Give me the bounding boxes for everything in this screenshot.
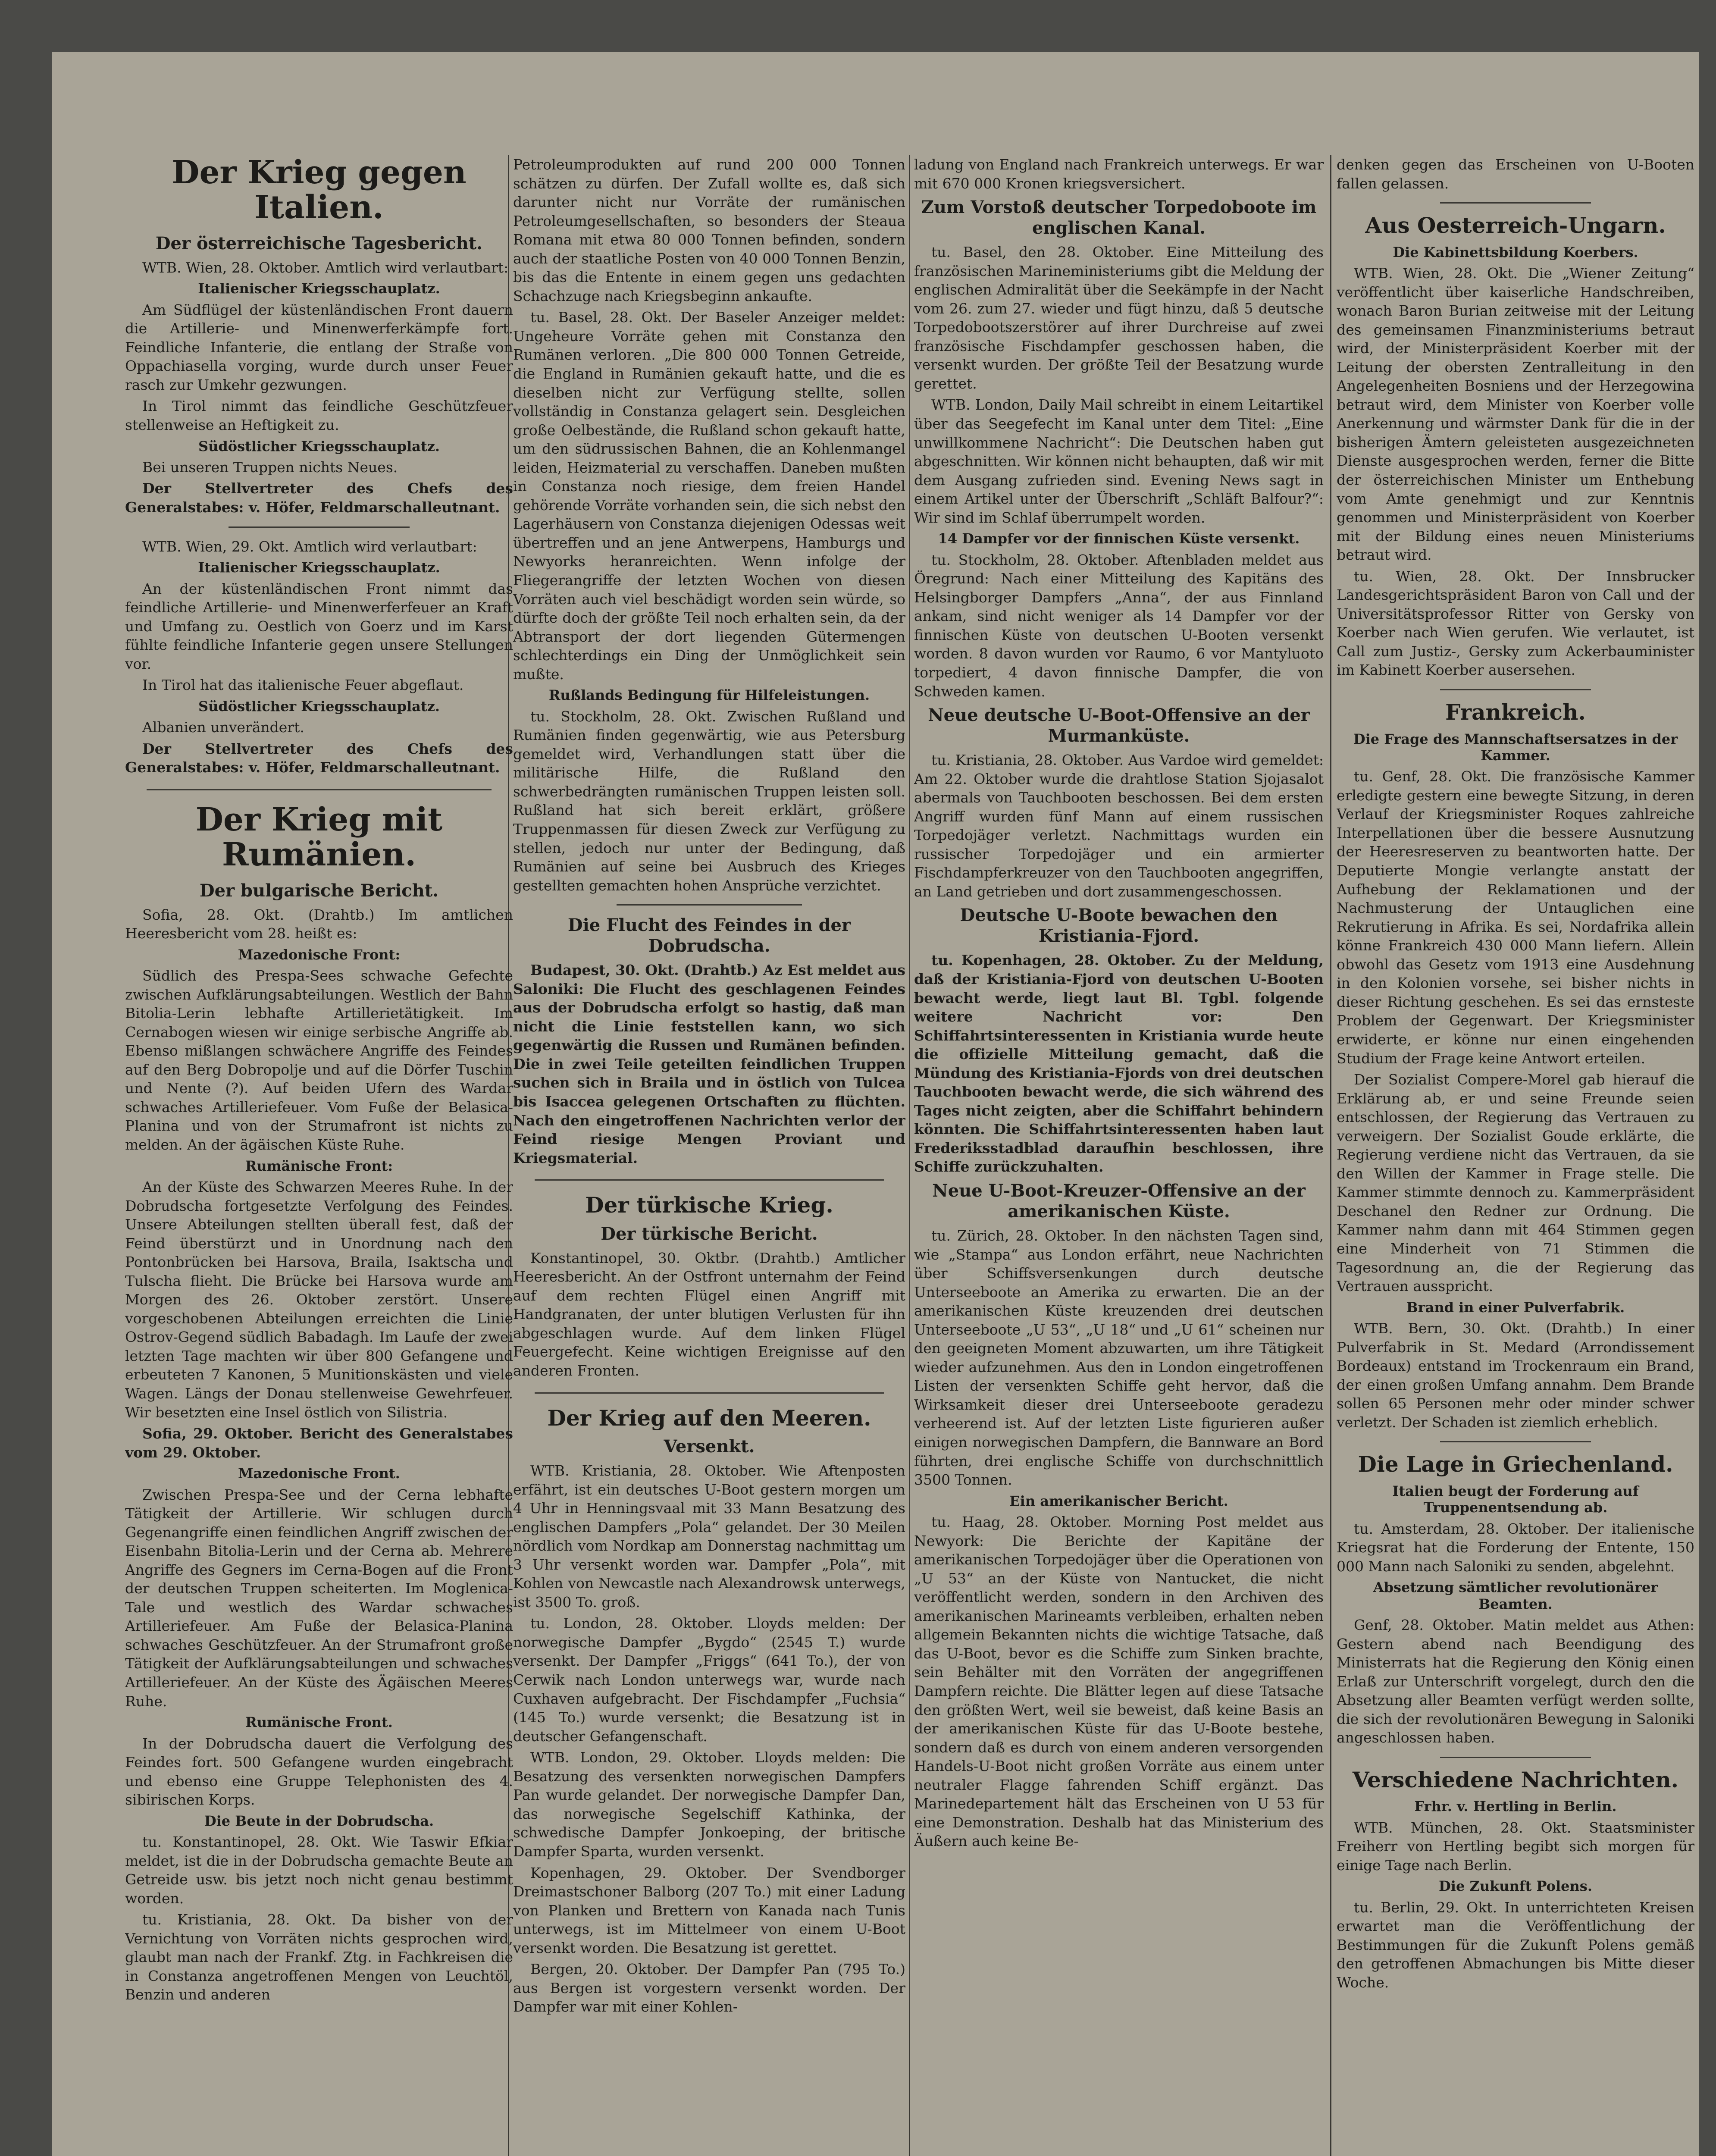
section-heading: Die Zukunft Polens. (1439, 1878, 1592, 1895)
article-text: WTB. Wien, 28. Okt. Die „Wiener Zeitung“ veröffentlicht über kaiserliche Handschreiben, wonach Baron Burian zeitweise mit der Leitung des gemeinsamen Finanzministeriums betraut wird, der Ministerpräsident Koerber mit der Leitung der obersten Zentralleitung in den Angelegenheiten Bosniens und der Herzegowina betraut wird, dem Minister von Koerber volle Anerkennung und wärmster Dank für die in der bisherigen Ämtern geleisteten ausgezeichneten Dienste ausgesprochen werden, ferner die Bitte der österreichischen Minister um Enthebung vom Amte genehmigt und zur Kenntnis genommen und Ministerpräsident von Koerber mit der Bildung eines neuen Ministeriums betraut wird. (1337, 264, 1694, 564)
newspaper-page (52, 52, 1699, 2156)
article-text: Südlich des Prespa-Sees schwache Gefechte zwischen Aufklärungsabteilungen. Westlich der Bahn Bitolia-Lerin lebhafte Artillerietätigkeit. Im Cernabogen wiesen wir einige serbische Angriffe ab. Ebenso mißlangen schwächere Angriffe des Feindes auf den Berg Dobropolje und auf die Dörfer Tuschin und Nente (?). Auf beiden Ufern des Wardar schwaches Artilleriefeuer. Vom Fuße der Belasica-Planina und von der Strumafront ist nichts zu melden. An der ägäischen Küste Ruhe. (125, 967, 513, 1153)
article-text: In Tirol nimmt das feindliche Geschützfeuer stellenweise an Heftigkeit zu. (125, 398, 513, 433)
section-heading: Südöstlicher Kriegsschauplatz. (198, 698, 440, 714)
divider (535, 1179, 884, 1181)
headline-greece: Die Lage in Griechenland. (1358, 1451, 1673, 1477)
signature: Der Stellvertreter des Chefs des Generalstabes: v. Höfer, Feldmarschalleutnant. (125, 480, 513, 516)
subheadline: Italien beugt der Forderung auf Truppenentsendung ab. (1392, 1482, 1639, 1516)
divider (1440, 202, 1591, 204)
article-text: tu. Stockholm, 28. Oktober. Aftenbladen meldet aus Öregrund: Nach einer Mitteilung des Kapitäns des Helsingborger Dampfers „Anna“, der aus Finnland ankam, sind nicht weniger als 14 Dampfer vor der finnischen Küste von deutschen U-Booten versenkt worden. 8 davon wurden vor Raumo, 6 vor Mantyluoto torpediert, 4 davon finnische Dampfer, die von Schweden kamen. (914, 551, 1324, 700)
divider (535, 1392, 884, 1394)
article-text: tu. Basel, 28. Okt. Der Baseler Anzeiger meldet: Ungeheure Vorräte gehen mit Constanza den Rumänen verloren. „Die 800 000 Tonnen Getreide, die England in Rumänien gekauft hatte, und die es dieselben nicht zur Verfügung stellte, sollen vollständig in Constanza gelagert sein. Desgleichen große Oelbestände, die Rußland schon gekauft hatte, um den südrussischen Bahnen, die an Kohlenmangel leiden, Heizmaterial zu verschaffen. Daneben mußten in Constanza noch riesige, dem freien Handel gehörende Vorräte vorhanden sein, die sich nebst den Lagerhäusern von Constanza diejenigen Odessas weit übertreffen und an jene Antwerpens, Hamburgs und Newyorks heranreichten. Wenn infolge der Fliegerangriffe der letzten Wochen von diesen Vorräten auch viel beschädigt worden sein würde, so dürfte doch der größte Teil noch erhalten sein, da der Abtransport der dort liegenden Gütermengen schlechterdings ein Ding der Unmöglichkeit sein mußte. (513, 309, 905, 683)
section-heading: Zum Vorstoß deutscher Torpedoboote im englischen Kanal. (921, 197, 1317, 238)
divider (147, 789, 492, 790)
column-4 (1337, 155, 1694, 1994)
article-text: tu. Amsterdam, 28. Oktober. Der italienische Kriegsrat hat die Forderung der Entente, 150 000 Mann nach Saloniki zu senden, abgelehnt. (1337, 1520, 1694, 1575)
divider (617, 904, 802, 906)
article-text: Genf, 28. Oktober. Matin meldet aus Athen: Gestern abend nach Beendigung des Ministerrats hat die Regierung den König einen Erlaß zur Unterschrift vorgelegt, durch den die Absetzung aller Beamten verfügt werden sollte, die sich der revolutionären Bewegung in Saloniki angeschlossen haben. (1337, 1616, 1694, 1746)
article-text: tu. Wien, 28. Okt. Der Innsbrucker Landesgerichtspräsident Baron von Call und der Universitätsprofessor Ritter von Gersky von Koerber nach Wien gerufen. Wie verlautet, ist Call zum Justiz-, Gersky zum Ackerbauminister im Kabinett Koerber ausersehen. (1337, 567, 1694, 679)
headline-romania: Der Krieg mit Rumänien. (195, 801, 443, 874)
article-text: tu. London, 28. Oktober. Lloyds melden: Der norwegische Dampfer „Bygdo“ (2545 T.) wurde versenkt. Der Dampfer „Friggs“ (641 To.), der von Cerwik nach London unterwegs war, wurde nach Cuxhaven aufgebracht. Der Fischdampfer „Fuchsia“ (145 To.) wurde versenkt; die Besatzung ist in deutscher Gefangenschaft. (513, 1615, 905, 1745)
headline-seas: Der Krieg auf den Meeren. (547, 1405, 871, 1431)
article-text: tu. Stockholm, 28. Okt. Zwischen Rußland und Rumänien finden gegenwärtig, wie aus Petersburg gemeldet wird, Verhandlungen statt über die militärische Hilfe, die Rußland den schwerbedrängten rumänischen Truppen leisten soll. Rußland hat sich bereit erklärt, größere Truppenmassen für diesen Zweck zur Verfügung zu stellen, jedoch nur unter der Bedingung, daß Rumänien auf seine bei Ausbruch des Krieges gestellten gemachten hohen Ansprüche verzichtet. (513, 708, 905, 894)
section-heading: Deutsche U-Boote bewachen den Kristiania-Fjord. (960, 905, 1278, 946)
subheadline: Die Kabinettsbildung Koerbers. (1393, 244, 1638, 260)
article-text: Sofia, 28. Okt. (Drahtb.) Im amtlichen Heeresbericht vom 28. heißt es: (125, 906, 513, 942)
subheadline: Der türkische Bericht. (601, 1223, 818, 1244)
section-heading: Neue deutsche U-Boot-Offensive an der Murmanküste. (928, 705, 1310, 746)
article-text: An der Küste des Schwarzen Meeres Ruhe. In der Dobrudscha fortgesetzte Verfolgung des Feindes. Unsere Abteilungen stellten überall fest, daß der Feind überstürzt und in Unordnung nach den Pontonbrücken bei Harsova, Braila, Isaktscha und Tulscha flieht. Die Brücke bei Harsova wurde am Morgen des 26. Oktober zerstört. Unsere vorgeschobenen Abteilungen erreichten die Linie Ostrov-Gegend südlich Babadagh. Im Laufe der zwei letzten Tage machten wir über 800 Gefangene und erbeuteten 7 Kanonen, 5 Munitionskästen und viele Wagen. Längs der Donau stellenweise Gewehrfeuer. Wir besetzten eine Insel östlich von Silistria. (125, 1178, 513, 1421)
article-text: WTB. London, Daily Mail schreibt in einem Leitartikel über das Seegefecht im Kanal unter dem Titel: „Eine unwillkommene Nachricht“: Die Deutschen haben gut abgeschnitten. Wir können nicht behaupten, daß wir mit dem Ausgang zufrieden sind. Evening News sagt in einem Artikel unter der Überschrift „Schläft Balfour?“: Wir sind im Schlaf überrumpelt worden. (914, 396, 1324, 526)
article-text: ladung von England nach Frankreich unterwegs. Er war mit 670 000 Kronen kriegsversichert. (914, 156, 1324, 192)
article-text: Albanien unverändert. (142, 719, 304, 736)
section-heading: Italienischer Kriegsschauplatz. (198, 559, 440, 576)
headline-italy: Der Krieg gegen Italien. (172, 155, 467, 226)
subheadline: Der bulgarische Bericht. (199, 880, 439, 901)
article-text: tu. Berlin, 29. Okt. In unterrichteten Kreisen erwartet man die Veröffentlichung der Bestimmungen für die Zukunft Polens gemäß den getroffenen Abmachungen bis Mitte dieser Woche. (1337, 1899, 1694, 1991)
headline-france: Frankreich. (1445, 699, 1586, 725)
article-text: Budapest, 30. Okt. (Drahtb.) Az Est meldet aus Saloniki: Die Flucht des geschlagenen Feindes aus der Dobrudscha erfolgt so hastig, daß man nicht die Linie feststellen kann, wo sich gegenwärtig die Russen und Rumänen befinden. Die in zwei Teile geteilten feindlichen Truppen suchen sich in Braila und in östlich von Tulcea bis Isaccea gelegenen Ortschaften zu flüchten. Nach den eingetroffenen Nachrichten verlor der Feind riesige Mengen Proviant und Kriegsmaterial. (513, 962, 905, 1166)
section-heading: Rumänische Front. (245, 1714, 393, 1731)
section-heading: Südöstlicher Kriegsschauplatz. (198, 438, 440, 454)
article-text: Der Sozialist Compere-Morel gab hierauf die Erklärung ab, er und seine Freunde seien entschlossen, der Regierung das Vertrauen zu verweigern. Der Sozialist Goude erklärte, die Regierung verdiene nicht das Vertrauen, da sie den Willen der Kammer in Frage stelle. Die Kammer stimmte dennoch zu. Kammerpräsident Deschanel den Redner zur Ordnung. Die Kammer nahm dann mit 464 Stimmen gegen eine Minderheit von 71 Stimmen die Tagesordnung an, die der Regierung das Vertrauen ausspricht. (1337, 1071, 1694, 1295)
headline-austria: Aus Oesterreich-Ungarn. (1365, 213, 1666, 238)
column-rule (909, 155, 910, 2156)
article-text: WTB. München, 28. Okt. Staatsminister Freiherr von Hertling begibt sich morgen für einige Tage nach Berlin. (1337, 1819, 1694, 1874)
article-text: Bergen, 20. Oktober. Der Dampfer Pan (795 To.) aus Bergen ist vorgestern versenkt worden. Der Dampfer war mit einer Kohlen- (513, 1961, 905, 2015)
section-heading: Die Flucht des Feindes in der Dobrudscha. (567, 915, 851, 956)
section-heading: Italienischer Kriegsschauplatz. (198, 280, 440, 297)
subheadline: Versenkt. (664, 1436, 755, 1457)
subheadline: Der österreichische Tagesbericht. (155, 233, 483, 254)
article-text: tu. Zürich, 28. Oktober. In den nächsten Tagen sind, wie „Stampa“ aus London erfährt, neue Nachrichten über Schiffsversenkungen durch deutsche Unterseeboote an Amerika zu erwarten. Die an der amerikanischen Küste kreuzenden drei deutschen Unterseeboote „U 53“, „U 18“ und „U 61“ scheinen nur den geeigneten Moment abzuwarten, um ihre Tätigkeit wieder aufzunehmen. Aus den in London eingetroffenen Listen der versenkten Schiffe geht hervor, daß die Wirksamkeit dieser drei Unterseeboote geradezu verheerend ist. Auf der letzten Liste figurieren außer einigen norwegischen Dampfern, die Bannware an Bord führten, drei englische Schiffe von durchschnittlich 3500 Tonnen. (914, 1227, 1324, 1489)
article-text: tu. Kristiania, 28. Oktober. Aus Vardoe wird gemeldet: Am 22. Oktober wurde die drahtlose Station Sjojasalot abermals von Tauchbooten beschossen. Bei dem ersten Angriff wurden fünf Mann auf einem russischen Torpedojäger verletzt. Nachmittags wurden ein russischer Torpedojäger und ein armierter Fischdampferkreuzer von den Tauchbooten angegriffen, an Land getrieben und dort zusammengeschossen. (914, 752, 1324, 900)
section-heading: Die Beute in der Dobrudscha. (204, 1812, 434, 1829)
article-text: In der Dobrudscha dauert die Verfolgung des Feindes fort. 500 Gefangene wurden eingebracht und ebenso eine Gruppe Telephonisten des 4. sibirischen Korps. (125, 1735, 513, 1808)
section-heading: Mazedonische Front: (238, 946, 401, 963)
article-text: tu. Haag, 28. Oktober. Morning Post meldet aus Newyork: Die Berichte der Kapitäne der amerikanischen Torpedojäger über die Operationen von „U 53“ an der Küste von Nantucket, die nicht veröffentlicht werden, sondern in den Archiven des amerikanischen Marineamts verbleiben, erhalten neben allgemein Bekannten nichts die wichtige Tatsache, daß das U-Boot, bevor es die Schiffe zum Sinken brachte, sein Behälter mit den Vorräten der angegriffenen Dampfern reichte. Die Blätter legen auf diese Tatsache den größten Wert, weil sie beweist, daß keine Basis an der amerikanischen Küste für das U-Boote bestehe, sondern daß es durch von einem anderen versorgenden Handels-U-Boot nicht großen Vorräte aus einem unter neutraler Flagge fahrenden Schiff ergänzt. Das Marinedepartement hält das Erscheinen von U 53 für eine Demonstration. Deshalb hat das Ministerium des Äußern auch keine Be- (914, 1514, 1324, 1850)
section-heading: Mazedonische Front. (238, 1465, 400, 1482)
article-text: Petroleumprodukten auf rund 200 000 Tonnen schätzen zu dürfen. Der Zufall wollte es, daß sich darunter nicht nur Vorräte der rumänischen Petroleumgesellschaften, so besonders der Steaua Romana mit etwa 80 000 Tonnen befinden, sondern auch der staatliche Posten von 40 000 Tonnen Benzin, bis das die Entente in einem gegen uns gedachten Schachzuge nach Kriegsbeginn ankaufte. (513, 156, 905, 304)
article-text: Sofia, 29. Oktober. Bericht des Generalstabes vom 29. Oktober. (125, 1425, 513, 1461)
article-text: tu. Kopenhagen, 28. Oktober. Zu der Meldung, daß der Kristiania-Fjord von deutschen U-Booten bewacht werde, liegt laut Bl. Tgbl. folgende weitere Nachricht vor: Den Schiffahrtsinteressenten in Kristiania wurde heute die offizielle Mitteilung gemacht, daß die Mündung des Kristiania-Fjords von drei deutschen Tauchbooten bewacht werde, die sich während des Tages nicht zeigten, aber die Schiffahrt behindern könnten. Die Schiffahrtsinteressenten haben laut Frederiksstadblad daraufhin beschlossen, ihre Schiffe zurückzuhalten. (914, 952, 1324, 1175)
divider (229, 526, 410, 528)
column-2 (513, 155, 905, 2019)
column-1 (125, 155, 513, 2007)
article-text: WTB. Bern, 30. Okt. (Drahtb.) In einer Pulverfabrik in St. Medard (Arrondissement Bordeaux) entstand im Trockenraum ein Brand, der einen großen Umfang annahm. Dem Brande sollen 65 Personen mehr oder minder schwer verletzt. Der Schaden ist ziemlich erheblich. (1337, 1320, 1694, 1431)
article-text: tu. Konstantinopel, 28. Okt. Wie Taswir Efkiar meldet, ist die in der Dobrudscha gemachte Beute an Getreide usw. bis jetzt noch nicht genau bestimmt worden. (125, 1833, 513, 1907)
article-text: tu. Genf, 28. Okt. Die französische Kammer erledigte gestern eine bewegte Sitzung, in deren Verlauf der Kriegsminister Roques zahlreiche Interpellationen über die bessere Ausnutzung der Heeresreserven zu beantworten hatte. Der Deputierte Mongie verlangte anstatt der Aufhebung der Reklamationen und der Nachmusterung der Untauglichen eine Rekrutierung in Afrika. Es sei, Nordafrika allein könne Frankreich 430 000 Mann liefern. Allein obwohl das Gesetz vom 1913 eine Ausdehnung in den Kolonien vorsehe, sei bisher nichts in dieser Richtung geschehen. Es sei das ernsteste Problem der Gegenwart. Der Kriegsminister erwiderte, er könne nur einen eingehenden Studium der Frage keine Antwort erteilen. (1337, 768, 1694, 1067)
headline-turkey: Der türkische Krieg. (585, 1192, 833, 1218)
article-text: Am Südflügel der küstenländischen Front dauern die Artillerie- und Minenwerferkämpfe fort. Feindliche Infanterie, die entlang der Straße von Oppachiasella vorging, wurde durch unser Feuer rasch zur Umkehr gezwungen. (125, 301, 513, 393)
article-text: denken gegen das Erscheinen von U-Booten fallen gelassen. (1337, 156, 1694, 192)
column-rule (1330, 155, 1331, 2156)
article-text: tu. Basel, den 28. Oktober. Eine Mitteilung des französischen Marineministeriums gibt die Meldung der englischen Admiralität über die Seekämpfe in der Nacht vom 26. zum 27. wieder und fügt hinzu, daß 5 deutsche Torpedobootszerstörer auf ihrer Durchreise auf zwei französische Fischdampfer geschossen haben, die versenkt wurden. Der größte Teil der Besatzung wurde gerettet. (914, 244, 1324, 392)
signature: Der Stellvertreter des Chefs des Generalstabes: v. Höfer, Feldmarschalleutnant. (125, 740, 513, 776)
divider (1440, 1441, 1591, 1442)
article-text: tu. Kristiania, 28. Okt. Da bisher von der Vernichtung von Vorräten nichts gesprochen wird, glaubt man nach der Frankf. Ztg. in Fachkreisen die in Constanza angetroffenen Mengen von Leuchtöl, Benzin und anderen (125, 1911, 513, 2003)
subheadline: Die Frage des Mannschaftsersatzes in der Kammer. (1353, 730, 1678, 764)
article-text: Konstantinopel, 30. Oktbr. (Drahtb.) Amtlicher Heeresbericht. An der Ostfront unternahm der Feind auf dem rechten Flügel einen Angriff mit Handgranaten, der unter blutigen Verlusten für ihn abgeschlagen wurde. Auf dem linken Flügel Feuergefecht. Keine wichtigen Ereignisse auf den anderen Fronten. (513, 1249, 905, 1379)
section-heading: Brand in einer Pulverfabrik. (1406, 1299, 1625, 1316)
headline-misc: Verschiedene Nachrichten. (1352, 1767, 1679, 1792)
article-text: WTB. London, 29. Oktober. Lloyds melden: Die Besatzung des versenkten norwegischen Dampfers Pan wurde gelandet. Der norwegische Dampfer Dan, das norwegische Segelschiff Kathinka, der schwedische Dampfer Jonkoeping, der britische Dampfer Sparta, wurden versenkt. (513, 1749, 905, 1860)
section-heading: 14 Dampfer vor der finnischen Küste versenkt. (938, 530, 1300, 547)
article-text: An der küstenländischen Front nimmt das feindliche Artillerie- und Minenwerferfeuer an Kraft und Umfang zu. Oestlich von Goerz und im Karst fühlte feindliche Infanterie gegen unsere Stellungen vor. (125, 580, 513, 672)
article-text: In Tirol hat das italienische Feuer abgeflaut. (142, 677, 464, 694)
article-text: WTB. Wien, 29. Okt. Amtlich wird verlautbart: (142, 538, 477, 555)
section-heading: Absetzung sämtlicher revolutionärer Beamten. (1373, 1579, 1658, 1612)
section-heading: Rumänische Front: (245, 1157, 393, 1174)
section-heading: Ein amerikanischer Bericht. (1009, 1492, 1228, 1509)
divider (1440, 689, 1591, 690)
article-text: Bei unseren Truppen nichts Neues. (142, 458, 398, 476)
article-text: Zwischen Prespa-See und der Cerna lebhafte Tätigkeit der Artillerie. Wir schlugen durch Gegenangriffe einen feindlichen Angriff zwischen der Eisenbahn Bitolia-Lerin und der Cerna ab. Mehrere Angriffe des Gegners im Cerna-Bogen auf die Front der deutschen Truppen scheiterten. Im Moglenica-Tale und westlich des Wardar schwaches Artilleriefeuer. Am Fuße der Belasica-Planina schwaches Geschützfeuer. An der Strumafront große Tätigkeit der Aufklärungsabteilungen und schwaches Artilleriefeuer. An der Küste des Ägäischen Meeres Ruhe. (125, 1486, 513, 1710)
article-text: Kopenhagen, 29. Oktober. Der Svendborger Dreimastschoner Balborg (207 To.) mit einer Ladung von Planken und Brettern von Kanada nach Tunis unterwegs, ist im Mittelmeer von einem U-Boot versenkt worden. Die Besatzung ist gerettet. (513, 1864, 905, 1956)
section-heading: Rußlands Bedingung für Hilfeleistungen. (548, 687, 870, 704)
article-text: WTB. Kristiania, 28. Oktober. Wie Aftenposten erfährt, ist ein deutsches U-Boot gestern morgen um 4 Uhr in Henningsvaal mit 33 Mann Besatzung des englischen Dampfers „Pola“ gelandet. Der 30 Meilen nördlich vom Nordkap am Donnerstag nachmittag um 3 Uhr versenkt worden war. Dampfer „Pola“, mit Kohlen von Newcastle nach Alexandrowsk unterwegs, ist 3500 To. groß. (513, 1462, 905, 1611)
column-3 (914, 155, 1324, 1853)
subheadline: Frhr. v. Hertling in Berlin. (1414, 1798, 1617, 1815)
divider (1440, 1757, 1591, 1758)
article-text: WTB. Wien, 28. Oktober. Amtlich wird verlautbart: (142, 259, 509, 276)
section-heading: Neue U-Boot-Kreuzer-Offensive an der amerikanischen Küste. (932, 1181, 1306, 1222)
